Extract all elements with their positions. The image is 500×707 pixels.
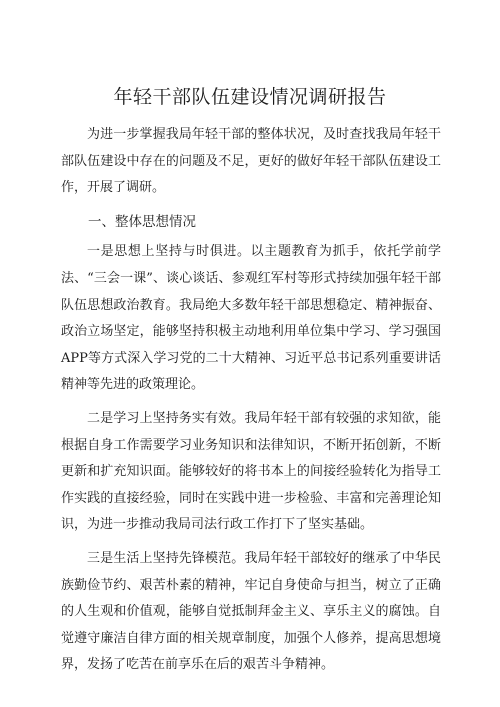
document-title: 年轻干部队伍建设情况调研报告 — [113, 86, 387, 108]
body-paragraph-1: 一是思想上坚持与时俱进。以主题教育为抓手，依托学前学法、“三会一课”、谈心谈话、参观红军村等形式持续加强年轻干部队伍思想政治教育。我局绝大多数年轻干部思想稳定、精神振奋、政治立场坚定，能够坚持积极主动地利用单位集中学习、学习强国APP等方式深入学习党的二十大精神、习近平总书记系列重要讲话精神等先进的政策理论。 — [61, 244, 441, 393]
body-paragraph-2: 二是学习上坚持务实有效。我局年轻干部有较强的求知欲，能根据自身工作需要学习业务知识和法律知识，不断开拓创新，不断更新和扩充知识面。能够较好的将书本上的间接经验转化为指导工作实践的直接经验，同时在实践中进一步检验、丰富和完善理论知识，为进一步推动我局司法行政工作打下了坚实基础。 — [61, 410, 441, 533]
intro-paragraph: 为进一步掌握我局年轻干部的整体状况，及时查找我局年轻干部队伍建设中存在的问题及不足，更好的做好年轻干部队伍建设工作，开展了调研。 — [61, 127, 441, 196]
body-paragraph-3: 三是生活上坚持先锋模范。我局年轻干部较好的继承了中华民族勤俭节约、艰苦朴素的精神，牢记自身使命与担当，树立了正确的人生观和价值观，能够自觉抵制拜金主义、享乐主义的腐蚀。自觉遵守廉洁自律方面的相关规章制度，加强个人修养，提高思想境界，发扬了吃苦在前享乐在后的艰苦斗争精神。 — [61, 550, 441, 673]
document-body — [61, 122, 441, 686]
section-heading: 一、整体思想情况 — [88, 213, 196, 230]
